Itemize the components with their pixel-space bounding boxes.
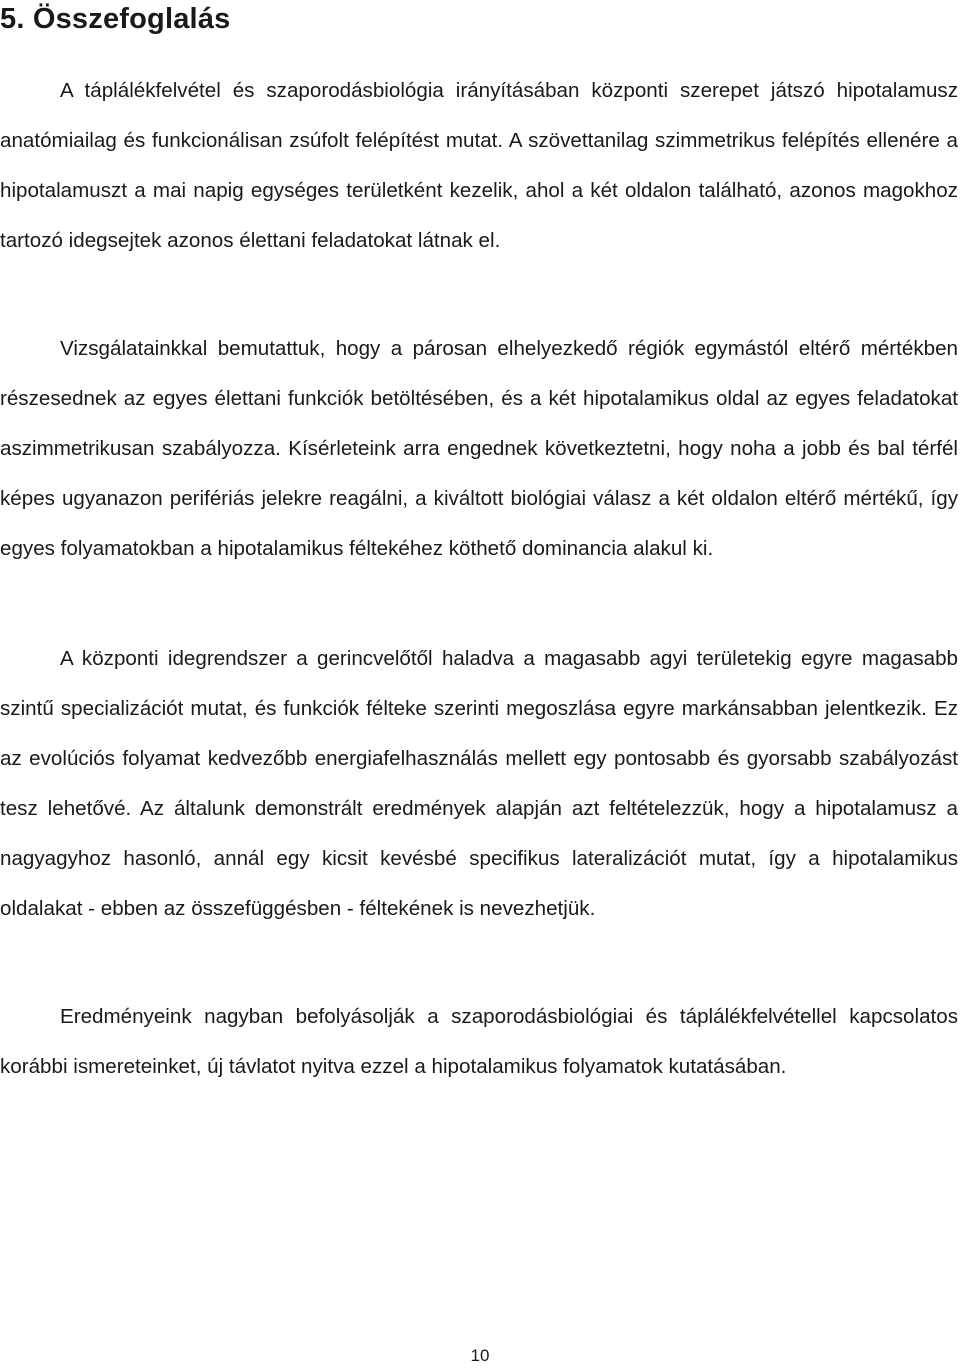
section-heading: 5. Összefoglalás xyxy=(0,3,231,35)
summary-paragraph-3: A központi idegrendszer a gerincvelőtől haladva a magasabb agyi területekig egyre magasabb szintű specializációt mutat, és funkciók félteke szerinti megoszlása egyre markánsabban jelentkezik. Ez az evolúciós folyamat kedvezőbb energiafelhasználás mellett egy pontosabb és gyorsabb szabályozást tesz lehetővé. Az általunk demonstrált eredmények alapján azt feltételezzük, hogy a hipotalamusz a nagyagyhoz hasonló, annál egy kicsit kevésbé specifikus lateralizációt mutat, így a hipotalamikus oldalakat - ebben az összefüggésben - féltekének is nevezhetjük. xyxy=(0,647,958,920)
summary-paragraph-2: Vizsgálatainkkal bemutattuk, hogy a párosan elhelyezkedő régiók egymástól eltérő mértékben részesednek az egyes élettani funkciók betöltésében, és a két hipotalamikus oldal az egyes feladatokat aszimmetrikusan szabályozza. Kísérleteink arra engednek következtetni, hogy noha a jobb és bal térfél képes ugyanazon perifériás jelekre reagálni, a kiváltott biológiai válasz a két oldalon eltérő mértékű, így egyes folyamatokban a hipotalamikus féltekéhez köthető dominancia alakul ki. xyxy=(0,337,958,560)
summary-paragraph-1: A táplálékfelvétel és szaporodásbiológia irányításában központi szerepet játszó hipotalamusz anatómiailag és funkcionálisan zsúfolt felépítést mutat. A szövettanilag szimmetrikus felépítés ellenére a hipotalamuszt a mai napig egységes területként kezelik, ahol a két oldalon található, azonos magokhoz tartozó idegsejtek azonos élettani feladatokat látnak el. xyxy=(0,79,958,252)
page-number: 10 xyxy=(470,1346,490,1365)
summary-paragraph-4: Eredményeink nagyban befolyásolják a szaporodásbiológiai és táplálékfelvétellel kapcsolatos korábbi ismereteinket, új távlatot nyitva ezzel a hipotalamikus folyamatok kutatásában. xyxy=(0,1005,958,1078)
